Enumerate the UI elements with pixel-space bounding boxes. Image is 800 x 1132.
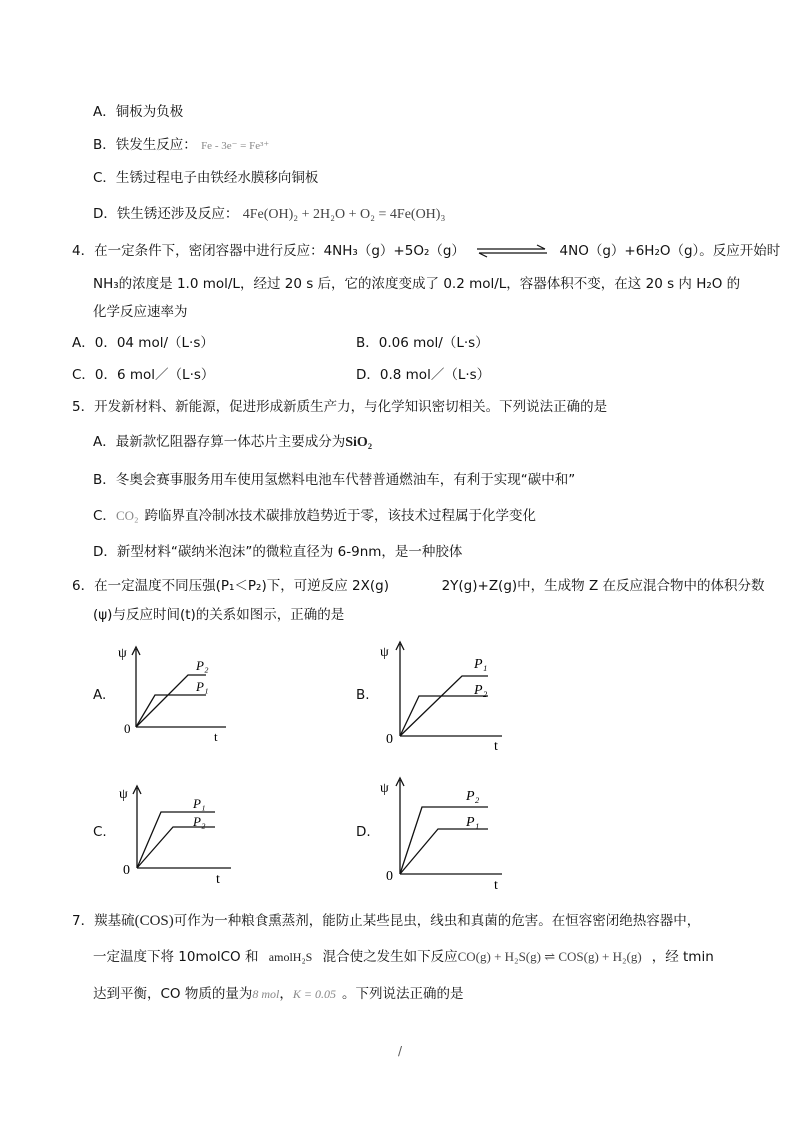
q4-stem-line1 bbox=[72, 242, 780, 260]
curve-bottom-label: P₁ bbox=[466, 815, 480, 830]
q6-graph-a bbox=[110, 643, 230, 743]
q7-stem-line3 bbox=[93, 985, 463, 1003]
curve-top-label: P₂ bbox=[196, 658, 209, 673]
axis-y-label: ψ bbox=[118, 646, 127, 661]
q3-option-d-text: D．铁生锈还涉及反应： bbox=[93, 206, 239, 222]
q6-option-c-label: C. bbox=[93, 824, 107, 840]
q6-stem-line1 bbox=[72, 577, 765, 595]
q7-formula-h2s: amolH₂S bbox=[268, 950, 313, 964]
q5-option-c-label: C． bbox=[93, 508, 116, 524]
q5-option-c bbox=[93, 507, 536, 525]
q7-stem-part3: 一定温度下将 10molCO 和 bbox=[93, 949, 259, 965]
axis-x-label: t bbox=[494, 878, 498, 892]
q3-option-b-equation: Fe - 3e⁻ = Fe³⁺ bbox=[201, 140, 270, 152]
q4-option-d: D．0.8 mol／（L·s） bbox=[356, 367, 491, 383]
q6-option-b-label: B. bbox=[356, 687, 370, 703]
q7-stem-part4: 混合使之发生如下反应 bbox=[322, 949, 458, 965]
q7-stem-part6: 达到平衡，CO 物质的量为 bbox=[93, 986, 253, 1002]
q5-stem bbox=[72, 398, 607, 416]
curve-top-label: P₁ bbox=[193, 796, 206, 811]
q3-option-b-text: B．铁发生反应： bbox=[93, 137, 197, 153]
q5-option-a-formula: SiO₂ bbox=[345, 435, 373, 450]
q7-stem-line1 bbox=[72, 912, 700, 930]
curve-p2 bbox=[400, 696, 488, 736]
axis-y-label: ψ bbox=[380, 645, 389, 660]
q5-option-c-formula: CO₂ bbox=[115, 508, 139, 523]
q6-graph-d bbox=[370, 772, 510, 892]
q7-stem-part7: 。下列说法正确的是 bbox=[341, 986, 464, 1002]
axis-y-label: ψ bbox=[119, 787, 128, 802]
q7-equation: CO(g) + H₂S(g) ⇌ COS(g) + H₂(g) bbox=[457, 949, 642, 964]
curve-bottom-label: P₁ bbox=[196, 679, 209, 694]
curve-top-label: P₁ bbox=[474, 657, 488, 672]
q3-option-d bbox=[93, 205, 445, 224]
q5-number: 5． bbox=[72, 399, 95, 415]
axis-x-label: t bbox=[494, 739, 498, 754]
q6-stem-line2: (ψ)与反应时间(t)的关系如图示，正确的是 bbox=[93, 607, 345, 623]
q4-number: 4． bbox=[72, 243, 95, 259]
q6-graph-c bbox=[115, 780, 235, 886]
q7-number: 7． bbox=[72, 913, 95, 929]
q6-stem-part1: 在一定温度不同压强(P₁＜P₂)下，可逆反应 2X(g) bbox=[94, 578, 389, 594]
equilibrium-arrow-icon bbox=[475, 244, 549, 258]
q6-stem-part2: 2Y(g)+Z(g)中，生成物 Z 在反应混合物中的体积分数 bbox=[441, 578, 765, 594]
q4-stem-line2: NH₃的浓度是 1.0 mol/L，经过 20 s 后，它的浓度变成了 0.2 mol/L，容器体积不变，在这 20 s 内 H₂O 的 bbox=[93, 276, 741, 292]
q7-stem-line2 bbox=[93, 948, 714, 966]
q4-stem-part2: 4NO（g）+6H₂O（g）。反应开始时 bbox=[559, 243, 781, 259]
q3-option-d-equation: 4Fe(OH)₂ + 2H₂O + O₂ = 4Fe(OH)₃ bbox=[242, 207, 446, 222]
curve-p1 bbox=[136, 695, 206, 727]
q7-stem-part2: 可作为一种粮食熏蒸剂，能防止某些昆虫，线虫和真菌的危害。在恒容密闭绝热容器中， bbox=[173, 913, 701, 929]
q7-formula-k: K = 0.05 bbox=[292, 987, 336, 1001]
origin-label: 0 bbox=[123, 863, 130, 878]
axis-x-label: t bbox=[214, 729, 218, 743]
curve-bottom-label: P₂ bbox=[474, 683, 488, 698]
q7-stem-part1: 羰基硫 bbox=[94, 913, 135, 929]
q5-option-b: B．冬奥会赛事服务用车使用氢燃料电池车代替普通燃油车，有利于实现“碳中和” bbox=[93, 472, 576, 488]
origin-label: 0 bbox=[124, 721, 131, 736]
q4-option-b: B．0.06 mol/（L·s） bbox=[356, 335, 489, 351]
q5-option-a bbox=[93, 433, 372, 452]
q7-stem-part5: ，经 tmin bbox=[651, 949, 714, 965]
q3-option-a: A．铜板为负极 bbox=[93, 104, 184, 120]
q5-option-d: D．新型材料“碳纳米泡沫”的微粒直径为 6-9nm，是一种胶体 bbox=[93, 544, 463, 560]
q3-option-b bbox=[93, 136, 269, 155]
q7-separator: ， bbox=[279, 986, 293, 1002]
q4-option-c: C．0．6 mol／（L·s） bbox=[72, 367, 215, 383]
q4-option-a: A．0．04 mol/（L·s） bbox=[72, 335, 214, 351]
curve-p2 bbox=[137, 827, 215, 868]
q5-option-c-text: 跨临界直冷制冰技术碳排放趋势近于零，该技术过程属于化学变化 bbox=[144, 508, 537, 524]
q3-option-c: C．生锈过程电子由铁经水膜移向铜板 bbox=[93, 170, 319, 186]
q5-stem-text: 开发新材料、新能源，促进形成新质生产力，与化学知识密切相关。下列说法正确的是 bbox=[94, 399, 608, 415]
origin-label: 0 bbox=[386, 732, 393, 747]
q7-formula-cos: (COS) bbox=[134, 913, 174, 929]
q6-number: 6． bbox=[72, 578, 95, 594]
axis-x-label: t bbox=[216, 872, 220, 886]
axis-y-label: ψ bbox=[380, 781, 389, 796]
q6-graph-b bbox=[370, 636, 510, 754]
origin-label: 0 bbox=[386, 869, 393, 884]
q4-stem-line3: 化学反应速率为 bbox=[93, 304, 188, 320]
q6-option-d-label: D. bbox=[356, 824, 371, 840]
q7-formula-8mol: 8 mol bbox=[252, 987, 280, 1001]
q4-stem-part1: 在一定条件下，密闭容器中进行反应：4NH₃（g）+5O₂（g） bbox=[94, 243, 465, 259]
page-number: / bbox=[398, 1044, 403, 1058]
q5-option-a-text: A．最新款忆阻器存算一体芯片主要成分为 bbox=[93, 434, 346, 450]
q6-option-a-label: A. bbox=[93, 687, 107, 703]
curve-top-label: P₂ bbox=[466, 789, 480, 804]
curve-bottom-label: P₂ bbox=[193, 814, 206, 829]
